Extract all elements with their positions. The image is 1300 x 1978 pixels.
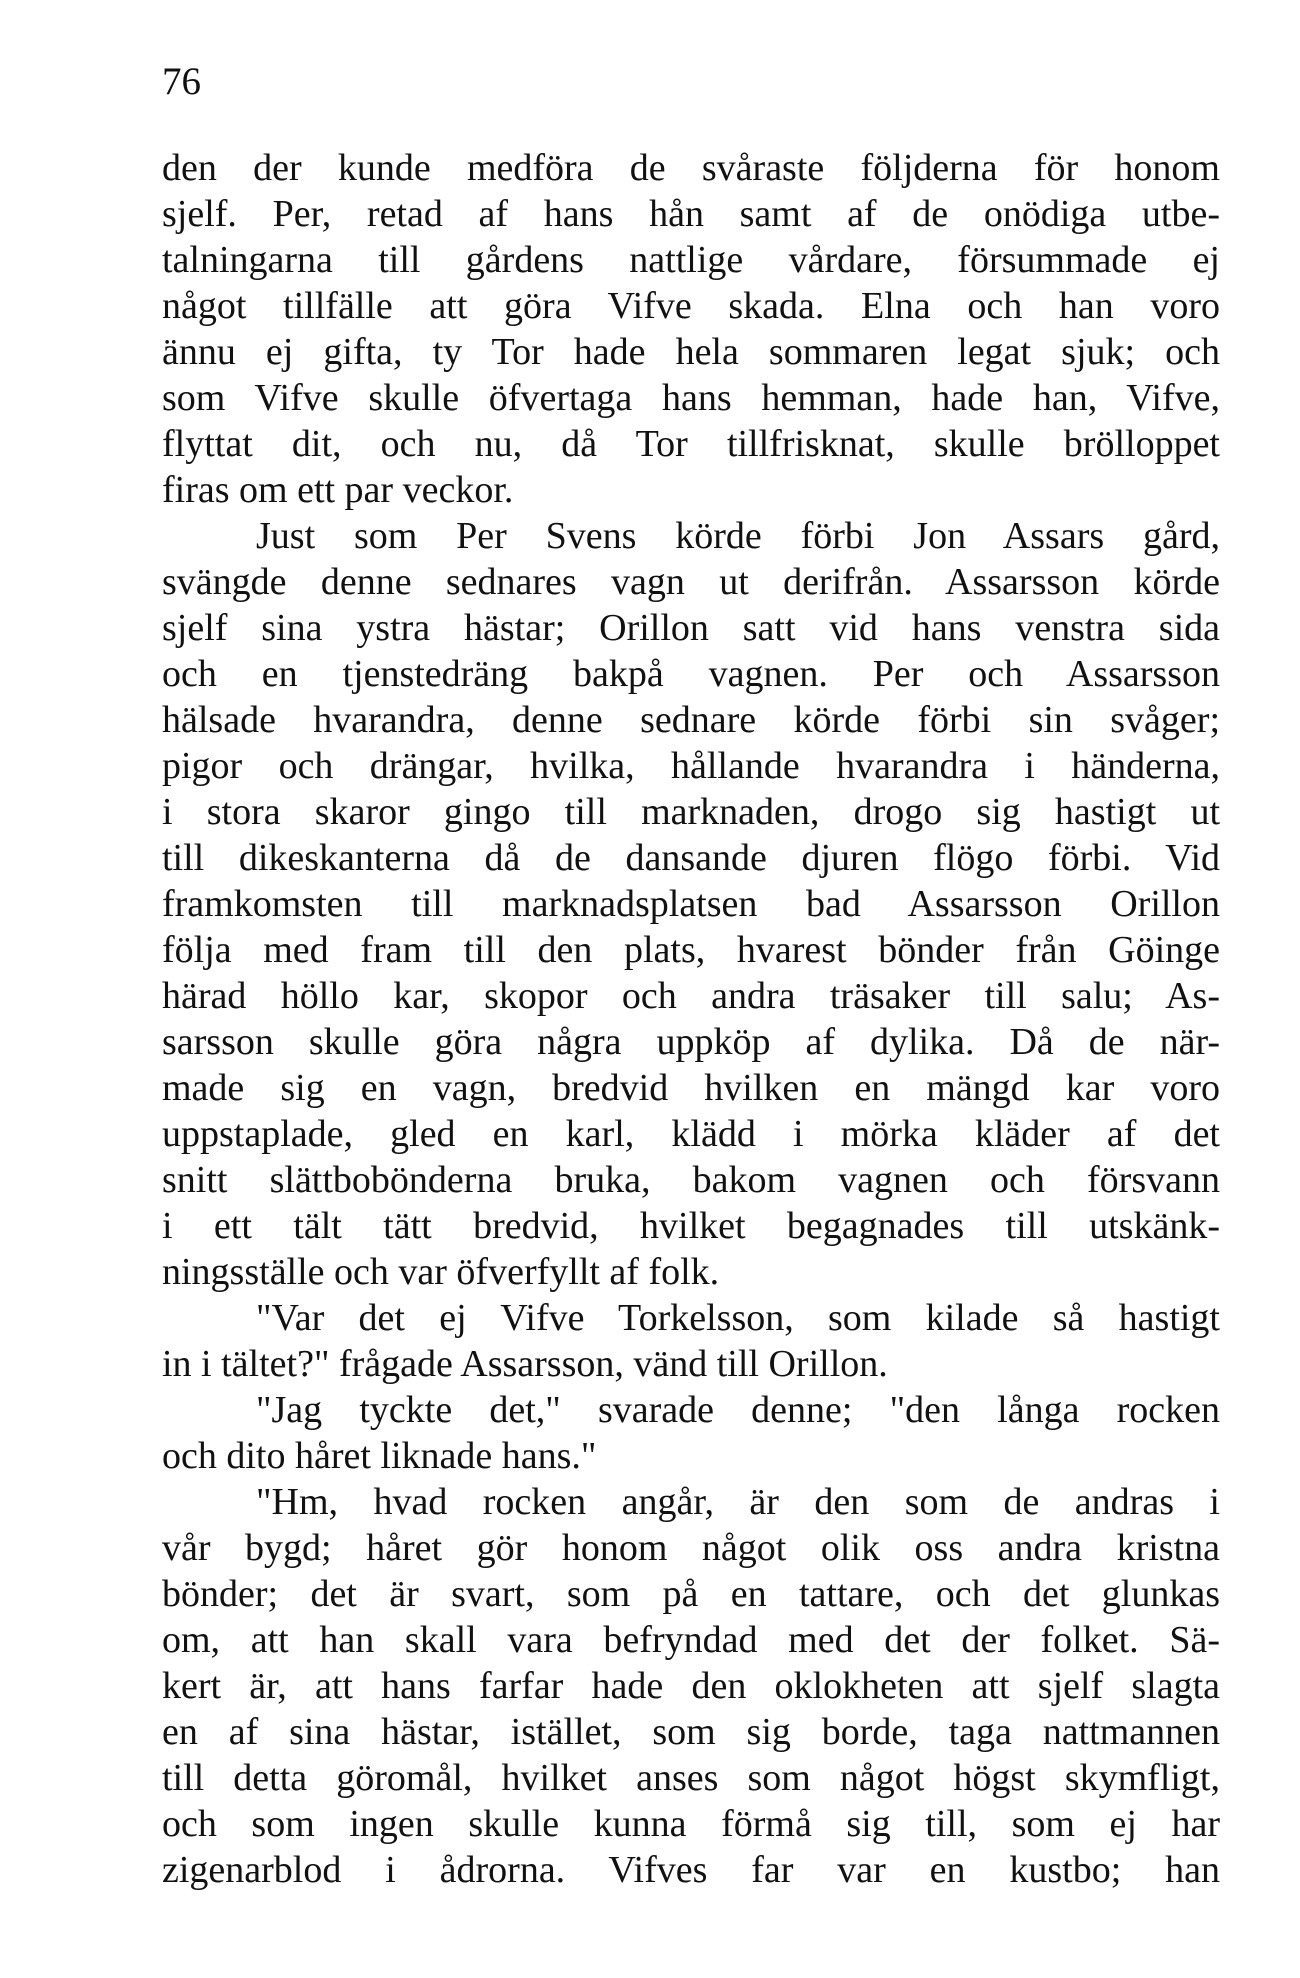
text-line: och en tjenstedräng bakpå vagnen. Per och Assarsson <box>162 653 1220 695</box>
text-line: svängde denne sednares vagn ut derifrån. Assarsson körde <box>162 561 1220 603</box>
text-line: kert är, att hans farfar hade den oklokheten att sjelf slagta <box>162 1665 1220 1707</box>
text-line: något tillfälle att göra Vifve skada. Elna och han voro <box>162 285 1220 327</box>
text-line: följa med fram till den plats, hvarest bönder från Göinge <box>162 929 1220 971</box>
text-line: "Jag tyckte det," svarade denne; "den långa rocken <box>256 1389 1220 1431</box>
page-number: 76 <box>162 60 201 103</box>
text-line: hälsade hvarandra, denne sednare körde förbi sin svåger; <box>162 699 1220 741</box>
text-line: i ett tält tätt bredvid, hvilket begagnades till utskänk- <box>162 1205 1220 1247</box>
body-text <box>162 145 1220 1893</box>
text-line: in i tältet?" frågade Assarsson, vänd till Orillon. <box>162 1343 888 1385</box>
text-line: härad höllo kar, skopor och andra träsaker till salu; As- <box>162 975 1220 1017</box>
text-line: till dikeskanterna då de dansande djuren flögo förbi. Vid <box>162 837 1220 879</box>
text-line: made sig en vagn, bredvid hvilken en mängd kar voro <box>162 1067 1220 1109</box>
text-line: om, att han skall vara befryndad med det der folket. Sä- <box>162 1619 1220 1661</box>
text-line: "Hm, hvad rocken angår, är den som de andras i <box>256 1481 1220 1523</box>
text-line: ningsställe och var öfverfyllt af folk. <box>162 1251 720 1293</box>
text-line: ännu ej gifta, ty Tor hade hela sommaren legat sjuk; och <box>162 331 1220 373</box>
text-line: vår bygd; håret gör honom något olik oss andra kristna <box>162 1527 1220 1569</box>
text-line: sarsson skulle göra några uppköp af dylika. Då de när- <box>162 1021 1220 1063</box>
text-line: uppstaplade, gled en karl, klädd i mörka kläder af det <box>162 1113 1220 1155</box>
text-line: talningarna till gårdens nattlige vårdare, försummade ej <box>162 239 1220 281</box>
text-line: firas om ett par veckor. <box>162 469 514 511</box>
text-line: snitt slättbobönderna bruka, bakom vagnen och försvann <box>162 1159 1220 1201</box>
text-line: sjelf. Per, retad af hans hån samt af de onödiga utbe- <box>162 193 1220 235</box>
text-line: "Var det ej Vifve Torkelsson, som kilade så hastigt <box>256 1297 1220 1339</box>
text-line: bönder; det är svart, som på en tattare, och det glunkas <box>162 1573 1220 1615</box>
text-line: som Vifve skulle öfvertaga hans hemman, hade han, Vifve, <box>162 377 1220 419</box>
text-line: flyttat dit, och nu, då Tor tillfrisknat, skulle brölloppet <box>162 423 1220 465</box>
text-line: en af sina hästar, istället, som sig borde, taga nattmannen <box>162 1711 1220 1753</box>
text-line: sjelf sina ystra hästar; Orillon satt vid hans venstra sida <box>162 607 1220 649</box>
text-line: till detta göromål, hvilket anses som något högst skymfligt, <box>162 1757 1220 1799</box>
text-line: pigor och drängar, hvilka, hållande hvarandra i händerna, <box>162 745 1220 787</box>
text-line: framkomsten till marknadsplatsen bad Assarsson Orillon <box>162 883 1220 925</box>
text-line: zigenarblod i ådrorna. Vifves far var en kustbo; han <box>162 1849 1220 1891</box>
text-line: och som ingen skulle kunna förmå sig till, som ej har <box>162 1803 1220 1845</box>
text-line: i stora skaror gingo till marknaden, drogo sig hastigt ut <box>162 791 1220 833</box>
text-line: Just som Per Svens körde förbi Jon Assars gård, <box>256 515 1220 557</box>
text-line: och dito håret liknade hans." <box>162 1435 597 1477</box>
text-line: den der kunde medföra de svåraste följderna för honom <box>162 147 1220 189</box>
